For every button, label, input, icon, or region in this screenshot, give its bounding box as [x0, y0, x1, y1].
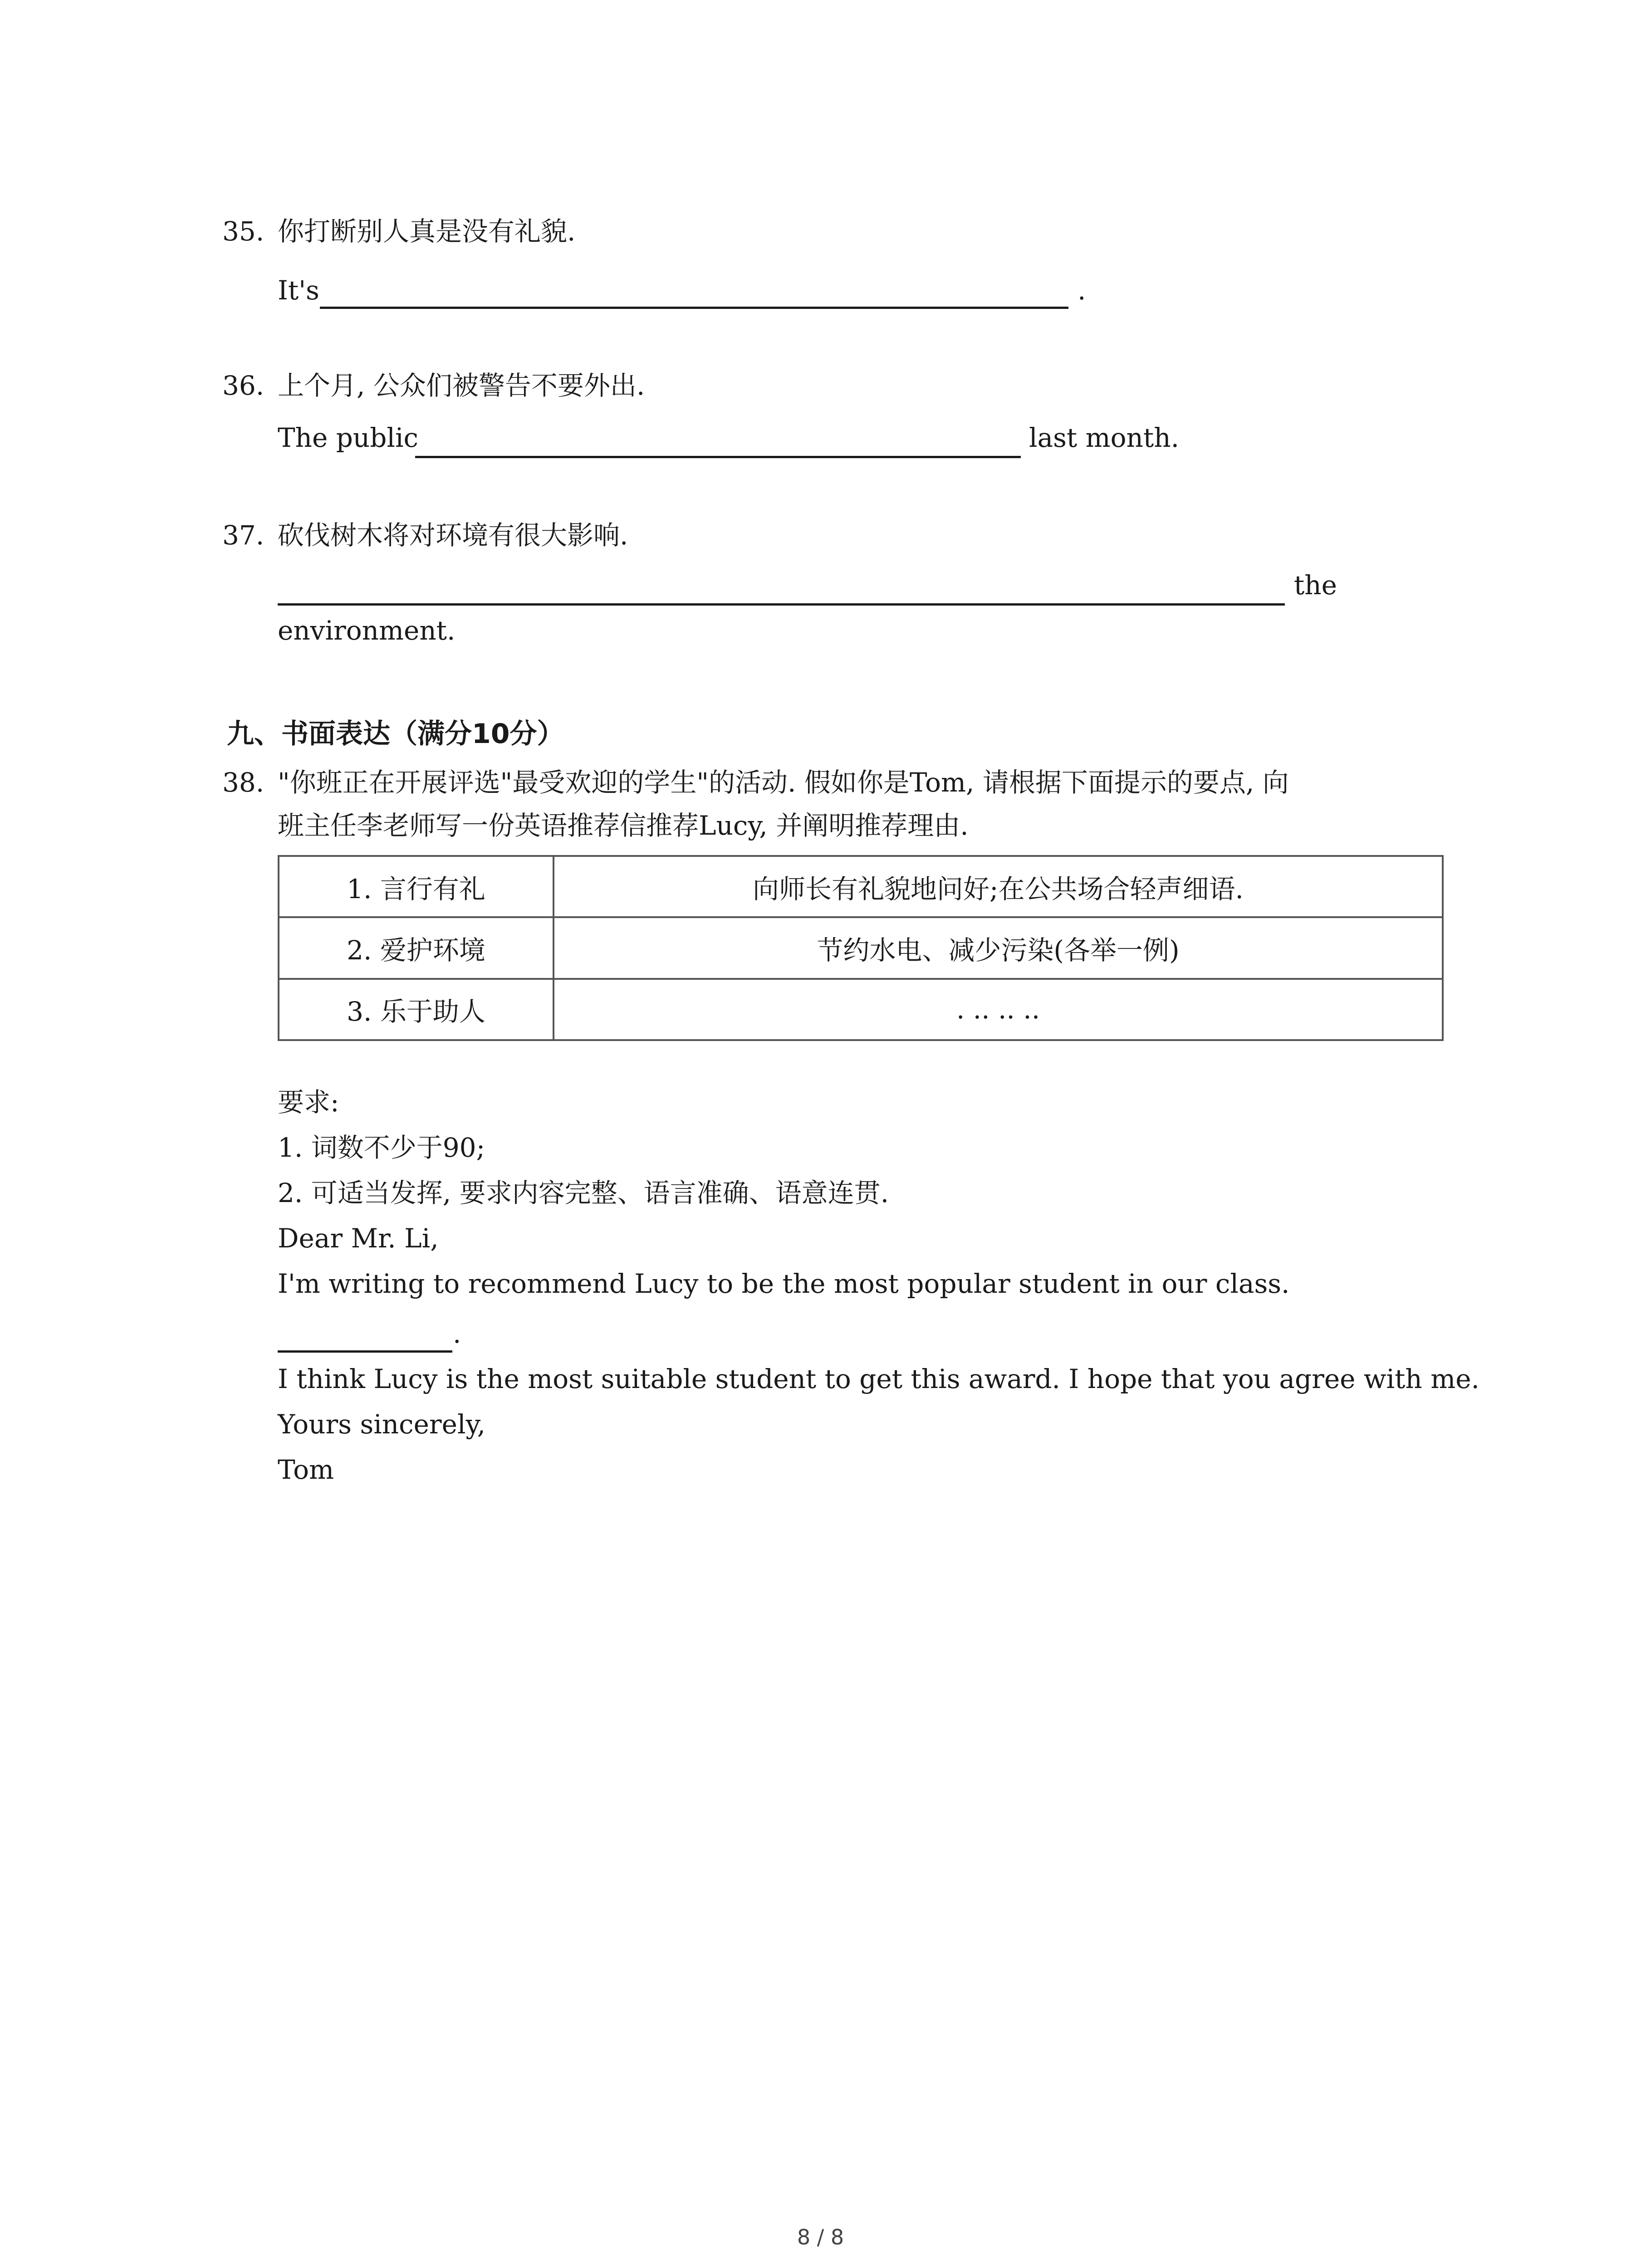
letter-blank-tail: .	[453, 1318, 461, 1349]
letter-body-blank[interactable]	[278, 1350, 452, 1353]
q35-prompt: 你打断别人真是没有礼貌.	[278, 216, 576, 247]
point-cell: 3. 乐于助人	[279, 979, 554, 1040]
q35-answer-blank[interactable]	[320, 307, 1068, 309]
q36-lead: The public	[278, 422, 418, 453]
q35-tail: .	[1078, 275, 1086, 306]
q37-continuation: environment.	[278, 615, 456, 646]
table-row	[279, 979, 1443, 1040]
point-cell: 1. 言行有礼	[279, 856, 554, 917]
q37-tail: the	[1294, 570, 1337, 601]
table-row	[279, 856, 1443, 917]
requirements-title: 要求:	[278, 1087, 339, 1118]
requirement-2: 2. 可适当发挥, 要求内容完整、语言准确、语意连贯.	[278, 1178, 889, 1208]
key-points-table	[278, 855, 1444, 1041]
q35-lead: It's	[278, 275, 319, 306]
requirement-1: 1. 词数不少于90;	[278, 1132, 485, 1163]
section-title: 九、书面表达（满分10分）	[227, 718, 564, 750]
detail-cell: . .. .. ..	[554, 979, 1443, 1040]
page-number: 8 / 8	[797, 2225, 844, 2249]
q36-prompt: 上个月, 公众们被警告不要外出.	[278, 370, 645, 401]
q38-number: 38.	[222, 767, 265, 798]
letter-signature: Tom	[278, 1454, 334, 1485]
q38-prompt-1: "你班正在开展评选"最受欢迎的学生"的活动. 假如你是Tom, 请根据下面提示的要点, 向	[278, 767, 1289, 798]
q37-number: 37.	[222, 520, 265, 551]
q36-answer-blank[interactable]	[415, 456, 1021, 458]
letter-opening: I'm writing to recommend Lucy to be the most popular student in our class.	[278, 1268, 1290, 1299]
letter-greeting: Dear Mr. Li,	[278, 1223, 439, 1254]
detail-cell: 节约水电、减少污染(各举一例)	[554, 917, 1443, 978]
point-cell: 2. 爱护环境	[279, 917, 554, 978]
detail-cell: 向师长有礼貌地问好;在公共场合轻声细语.	[554, 856, 1443, 917]
q38-prompt-2: 班主任李老师写一份英语推荐信推荐Lucy, 并阐明推荐理由.	[278, 810, 969, 841]
letter-sign-off: Yours sincerely,	[278, 1409, 486, 1440]
q37-prompt: 砍伐树木将对环境有很大影响.	[278, 520, 628, 551]
table-row	[279, 917, 1443, 978]
q36-number: 36.	[222, 370, 265, 401]
q37-answer-blank[interactable]	[278, 603, 1285, 606]
letter-closing-line: I think Lucy is the most suitable student to get this award. I hope that you agree with me.	[278, 1364, 1479, 1394]
q35-number: 35.	[222, 216, 265, 247]
q36-tail: last month.	[1029, 422, 1180, 453]
